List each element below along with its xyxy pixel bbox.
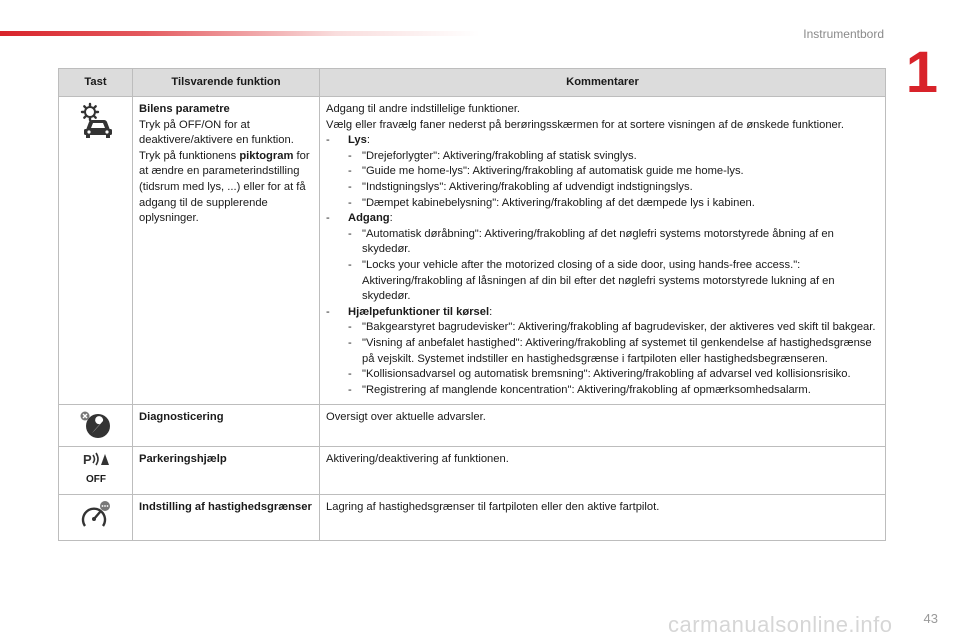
- icon-cell: [59, 405, 133, 447]
- list-item: - "Dæmpet kabinebelysning": Aktivering/frakobling af det dæmpede lys i kabinen.: [348, 196, 755, 209]
- list-item: - "Kollisionsadvarsel og automatisk bremsning": Aktivering/frakobling af advarsel ved kollisionsrisiko.: [348, 368, 851, 381]
- group-title: - Hjælpefunktioner til kørsel:: [326, 305, 493, 318]
- function-cell: Diagnosticering: [133, 405, 320, 447]
- table-row: [59, 447, 886, 495]
- chapter-number: 1: [905, 40, 938, 105]
- parking-sensor-off-icon: [65, 452, 127, 488]
- list-item: - "Registrering af manglende koncentration": Aktivering/frakobling af opmærksomhedsalarm.: [348, 383, 811, 396]
- function-cell: [133, 97, 320, 405]
- list-item: - "Drejeforlygter": Aktivering/frakobling af statisk svinglys.: [348, 149, 637, 162]
- function-text: Tryk på OFF/ON for at deaktivere/aktivere en funktion.: [139, 118, 294, 147]
- list-item: - "Automatisk døråbning": Aktivering/frakobling af det nøglefri systems motorstyrede åbning af en skydedør.: [348, 227, 834, 256]
- functions-table: [58, 68, 886, 541]
- diagnostic-wrench-icon: [65, 410, 127, 440]
- function-title: Bilens parametre: [139, 103, 230, 115]
- icon-cell: [59, 494, 133, 540]
- table-header-row: [59, 69, 886, 97]
- group-title: - Lys:: [326, 134, 370, 147]
- group-title: - Adgang:: [326, 212, 393, 225]
- function-text-bold: piktogram: [239, 149, 294, 162]
- speedometer-limit-icon: [65, 500, 127, 532]
- list-item: - "Locks your vehicle after the motorized closing of a side door, using hands-free access.": Aktivering/frakobling af låsningen af din bil efter det nøglefri systems motorstyrede lukning af en skydedør.: [348, 258, 835, 303]
- function-text-part: for at ændre en parameterindstilling (tidsrum med lys, ...) eller for at få adgang til de supplerende oplysninger.: [139, 149, 310, 225]
- comment-cell: Lagring af hastighedsgrænser til fartpiloten eller den aktive fartpilot.: [320, 494, 886, 540]
- table-row: [59, 405, 886, 447]
- comment-line: Adgang til andre indstillelige funktioner.: [326, 103, 521, 115]
- section-title: Instrumentbord: [803, 27, 884, 41]
- function-cell: Indstilling af hastighedsgrænser: [133, 494, 320, 540]
- table-row: [59, 494, 886, 540]
- comment-line: Vælg eller fravælg faner nederst på berøringsskærmen for at sortere visningen af de ønskede funktioner.: [326, 118, 844, 131]
- table-row: [59, 97, 886, 405]
- comment-cell: [320, 97, 886, 405]
- comment-cell: Aktivering/deaktivering af funktionen.: [320, 447, 886, 495]
- list-item: - "Visning af anbefalet hastighed": Aktivering/frakobling af systemet til genkendelse af hastighedsgrænse på vejskilt. Systemet indstiller en hastighedsgrænse i fartpiloten eller hastighedsbegrænseren.: [348, 336, 872, 365]
- list-item: - "Indstigningslys": Aktivering/frakobling af udvendigt indstigningslys.: [348, 180, 693, 193]
- comment-cell: Oversigt over aktuelle advarsler.: [320, 405, 886, 447]
- function-text-part: Tryk på funktionens: [139, 149, 237, 162]
- header-accent-bar: [0, 31, 480, 36]
- list-item: - "Guide me home-lys": Aktivering/frakobling af automatisk guide me home-lys.: [348, 165, 744, 178]
- icon-cell: [59, 447, 133, 495]
- svg-text:P: P: [83, 452, 92, 468]
- header-key: Tast: [59, 69, 133, 97]
- header-comments: Kommentarer: [320, 69, 886, 97]
- page-number: 43: [923, 611, 938, 626]
- off-label: OFF: [86, 474, 106, 486]
- icon-cell: [59, 97, 133, 405]
- header-function: Tilsvarende funktion: [133, 69, 320, 97]
- function-text: [139, 149, 314, 227]
- list-item: - "Bakgearstyret bagrudevisker": Aktivering/frakobling af bagrudevisker, der aktiveres ved skift til bakgear.: [348, 321, 876, 334]
- function-cell: Parkeringshjælp: [133, 447, 320, 495]
- car-settings-icon: [65, 102, 127, 138]
- watermark: carmanualsonline.info: [668, 612, 893, 637]
